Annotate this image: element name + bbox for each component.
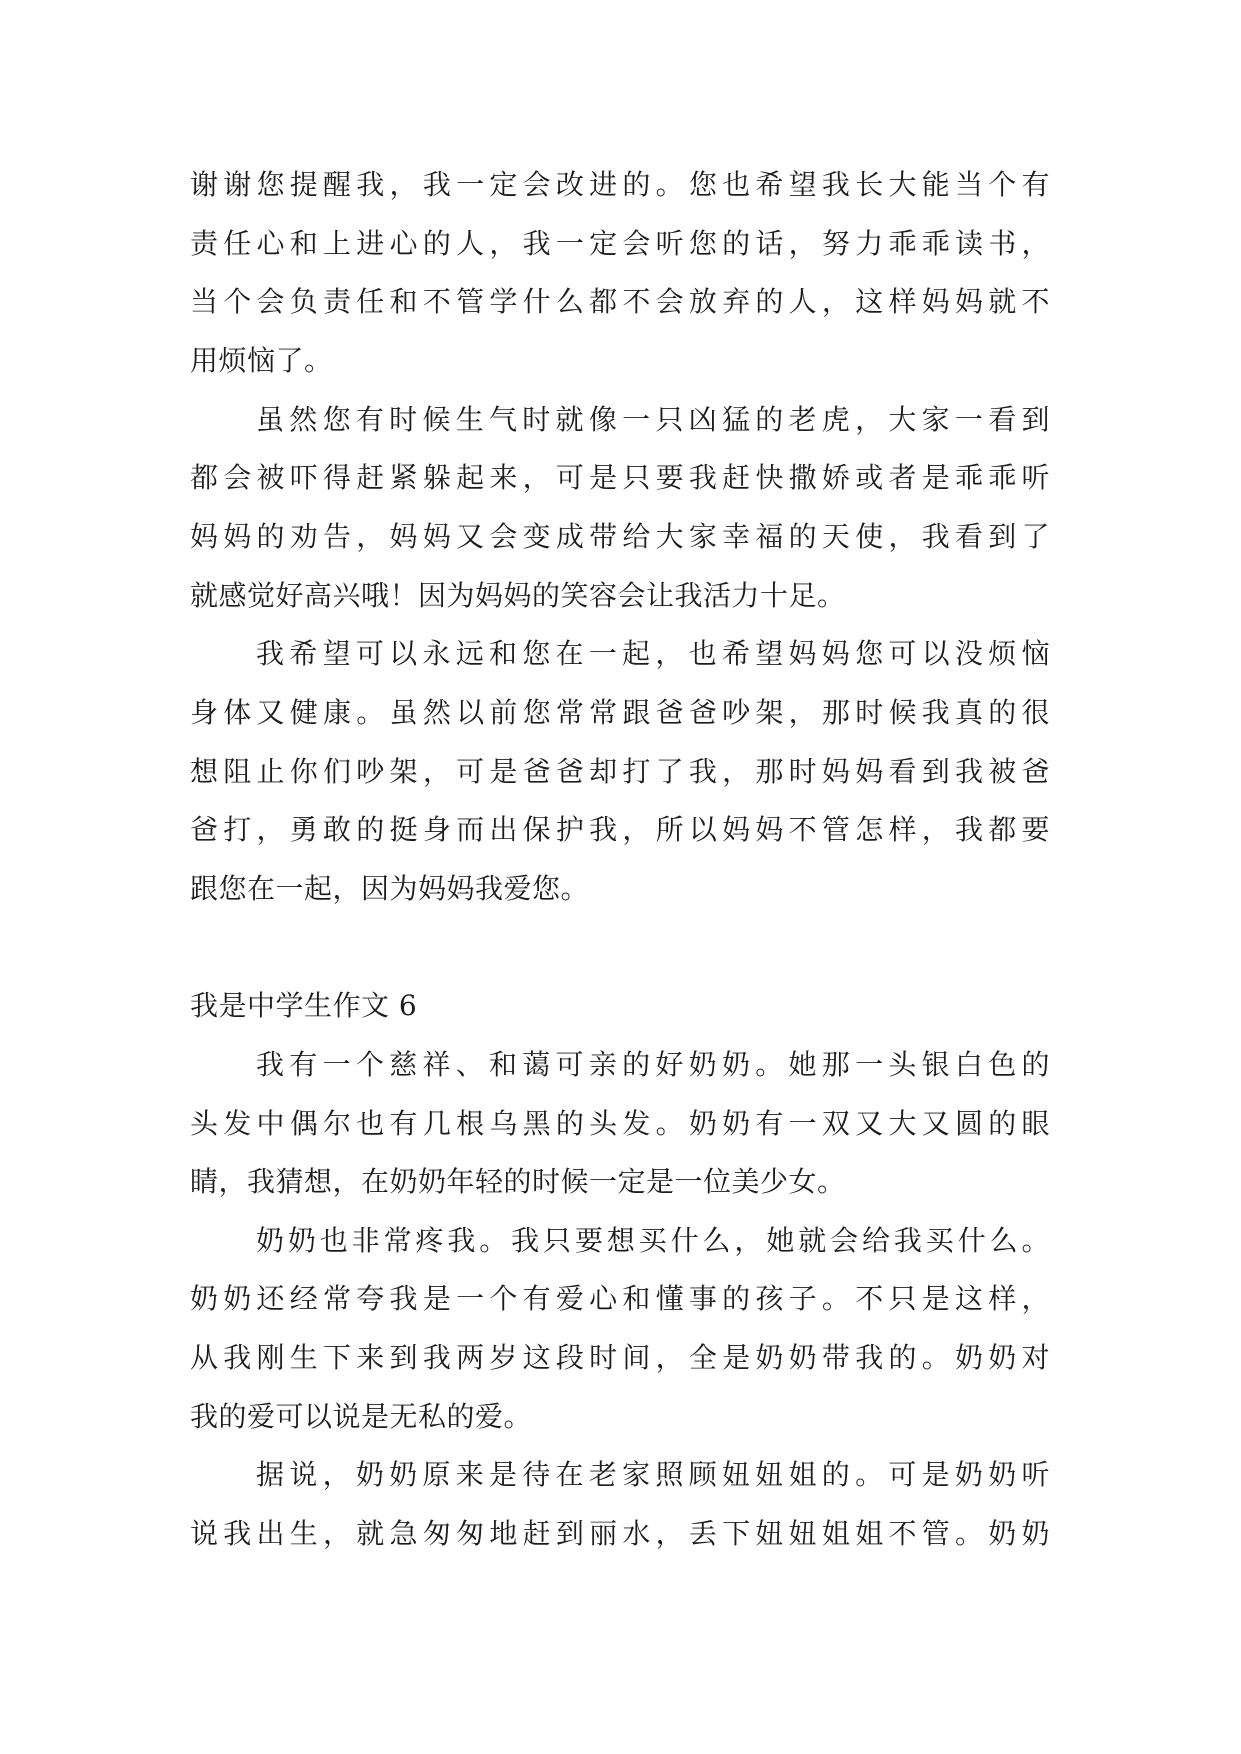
essay-section bbox=[190, 977, 1050, 1564]
text-line: 从我刚生下来到我两岁这段时间，全是奶奶带我的。奶奶对 bbox=[190, 1341, 1050, 1375]
text-line: 妈妈的劝告，妈妈又会变成带给大家幸福的天使，我看到了 bbox=[190, 519, 1050, 553]
text-line: 跟您在一起，因为妈妈我爱您。 bbox=[190, 871, 590, 905]
text-line: 用烦恼了。 bbox=[190, 343, 333, 377]
text-line: 我希望可以永远和您在一起，也希望妈妈您可以没烦恼 bbox=[256, 637, 1050, 671]
text-line: 当个会负责任和不管学什么都不会放弃的人，这样妈妈就不 bbox=[190, 285, 1050, 319]
paragraph bbox=[190, 1446, 1050, 1563]
text-line: 谢谢您提醒我，我一定会改进的。您也希望我长大能当个有 bbox=[190, 168, 1050, 201]
text-line: 睛，我猜想，在奶奶年轻的时候一定是一位美少女。 bbox=[190, 1165, 846, 1199]
text-line: 责任心和上进心的人，我一定会听您的话，努力乖乖读书， bbox=[190, 226, 1050, 260]
paragraph bbox=[190, 1212, 1050, 1447]
text-line: 爸打，勇敢的挺身而出保护我，所以妈妈不管怎样，我都要 bbox=[190, 813, 1050, 847]
text-column bbox=[190, 156, 1050, 1564]
text-line: 虽然您有时候生气时就像一只凶猛的老虎，大家一看到 bbox=[256, 402, 1050, 436]
essay-title: 我是中学生作文 6 bbox=[190, 989, 418, 1023]
paragraph bbox=[190, 156, 1050, 391]
text-line: 我的爱可以说是无私的爱。 bbox=[190, 1399, 533, 1433]
previous-essay-end bbox=[190, 156, 1050, 919]
text-line: 据说，奶奶原来是待在老家照顾妞妞姐的。可是奶奶听 bbox=[256, 1458, 1050, 1492]
paragraph bbox=[190, 1036, 1050, 1212]
text-line: 奶奶也非常疼我。我只要想买什么，她就会给我买什么。 bbox=[256, 1223, 1050, 1257]
text-line: 都会被吓得赶紧躲起来，可是只要我赶快撒娇或者是乖乖听 bbox=[190, 461, 1050, 495]
text-line: 就感觉好高兴哦！因为妈妈的笑容会让我活力十足。 bbox=[190, 578, 846, 612]
text-line: 头发中偶尔也有几根乌黑的头发。奶奶有一双又大又圆的眼 bbox=[190, 1106, 1050, 1140]
paragraph bbox=[190, 625, 1050, 918]
text-line: 想阻止你们吵架，可是爸爸却打了我，那时妈妈看到我被爸 bbox=[190, 754, 1050, 788]
text-line: 我有一个慈祥、和蔼可亲的好奶奶。她那一头银白色的 bbox=[256, 1047, 1050, 1081]
text-line: 说我出生，就急匆匆地赶到丽水，丢下妞妞姐姐不管。奶奶 bbox=[190, 1517, 1050, 1551]
paragraph bbox=[190, 391, 1050, 626]
text-line: 奶奶还经常夸我是一个有爱心和懂事的孩子。不只是这样， bbox=[190, 1282, 1050, 1316]
text-line: 身体又健康。虽然以前您常常跟爸爸吵架，那时候我真的很 bbox=[190, 695, 1050, 729]
